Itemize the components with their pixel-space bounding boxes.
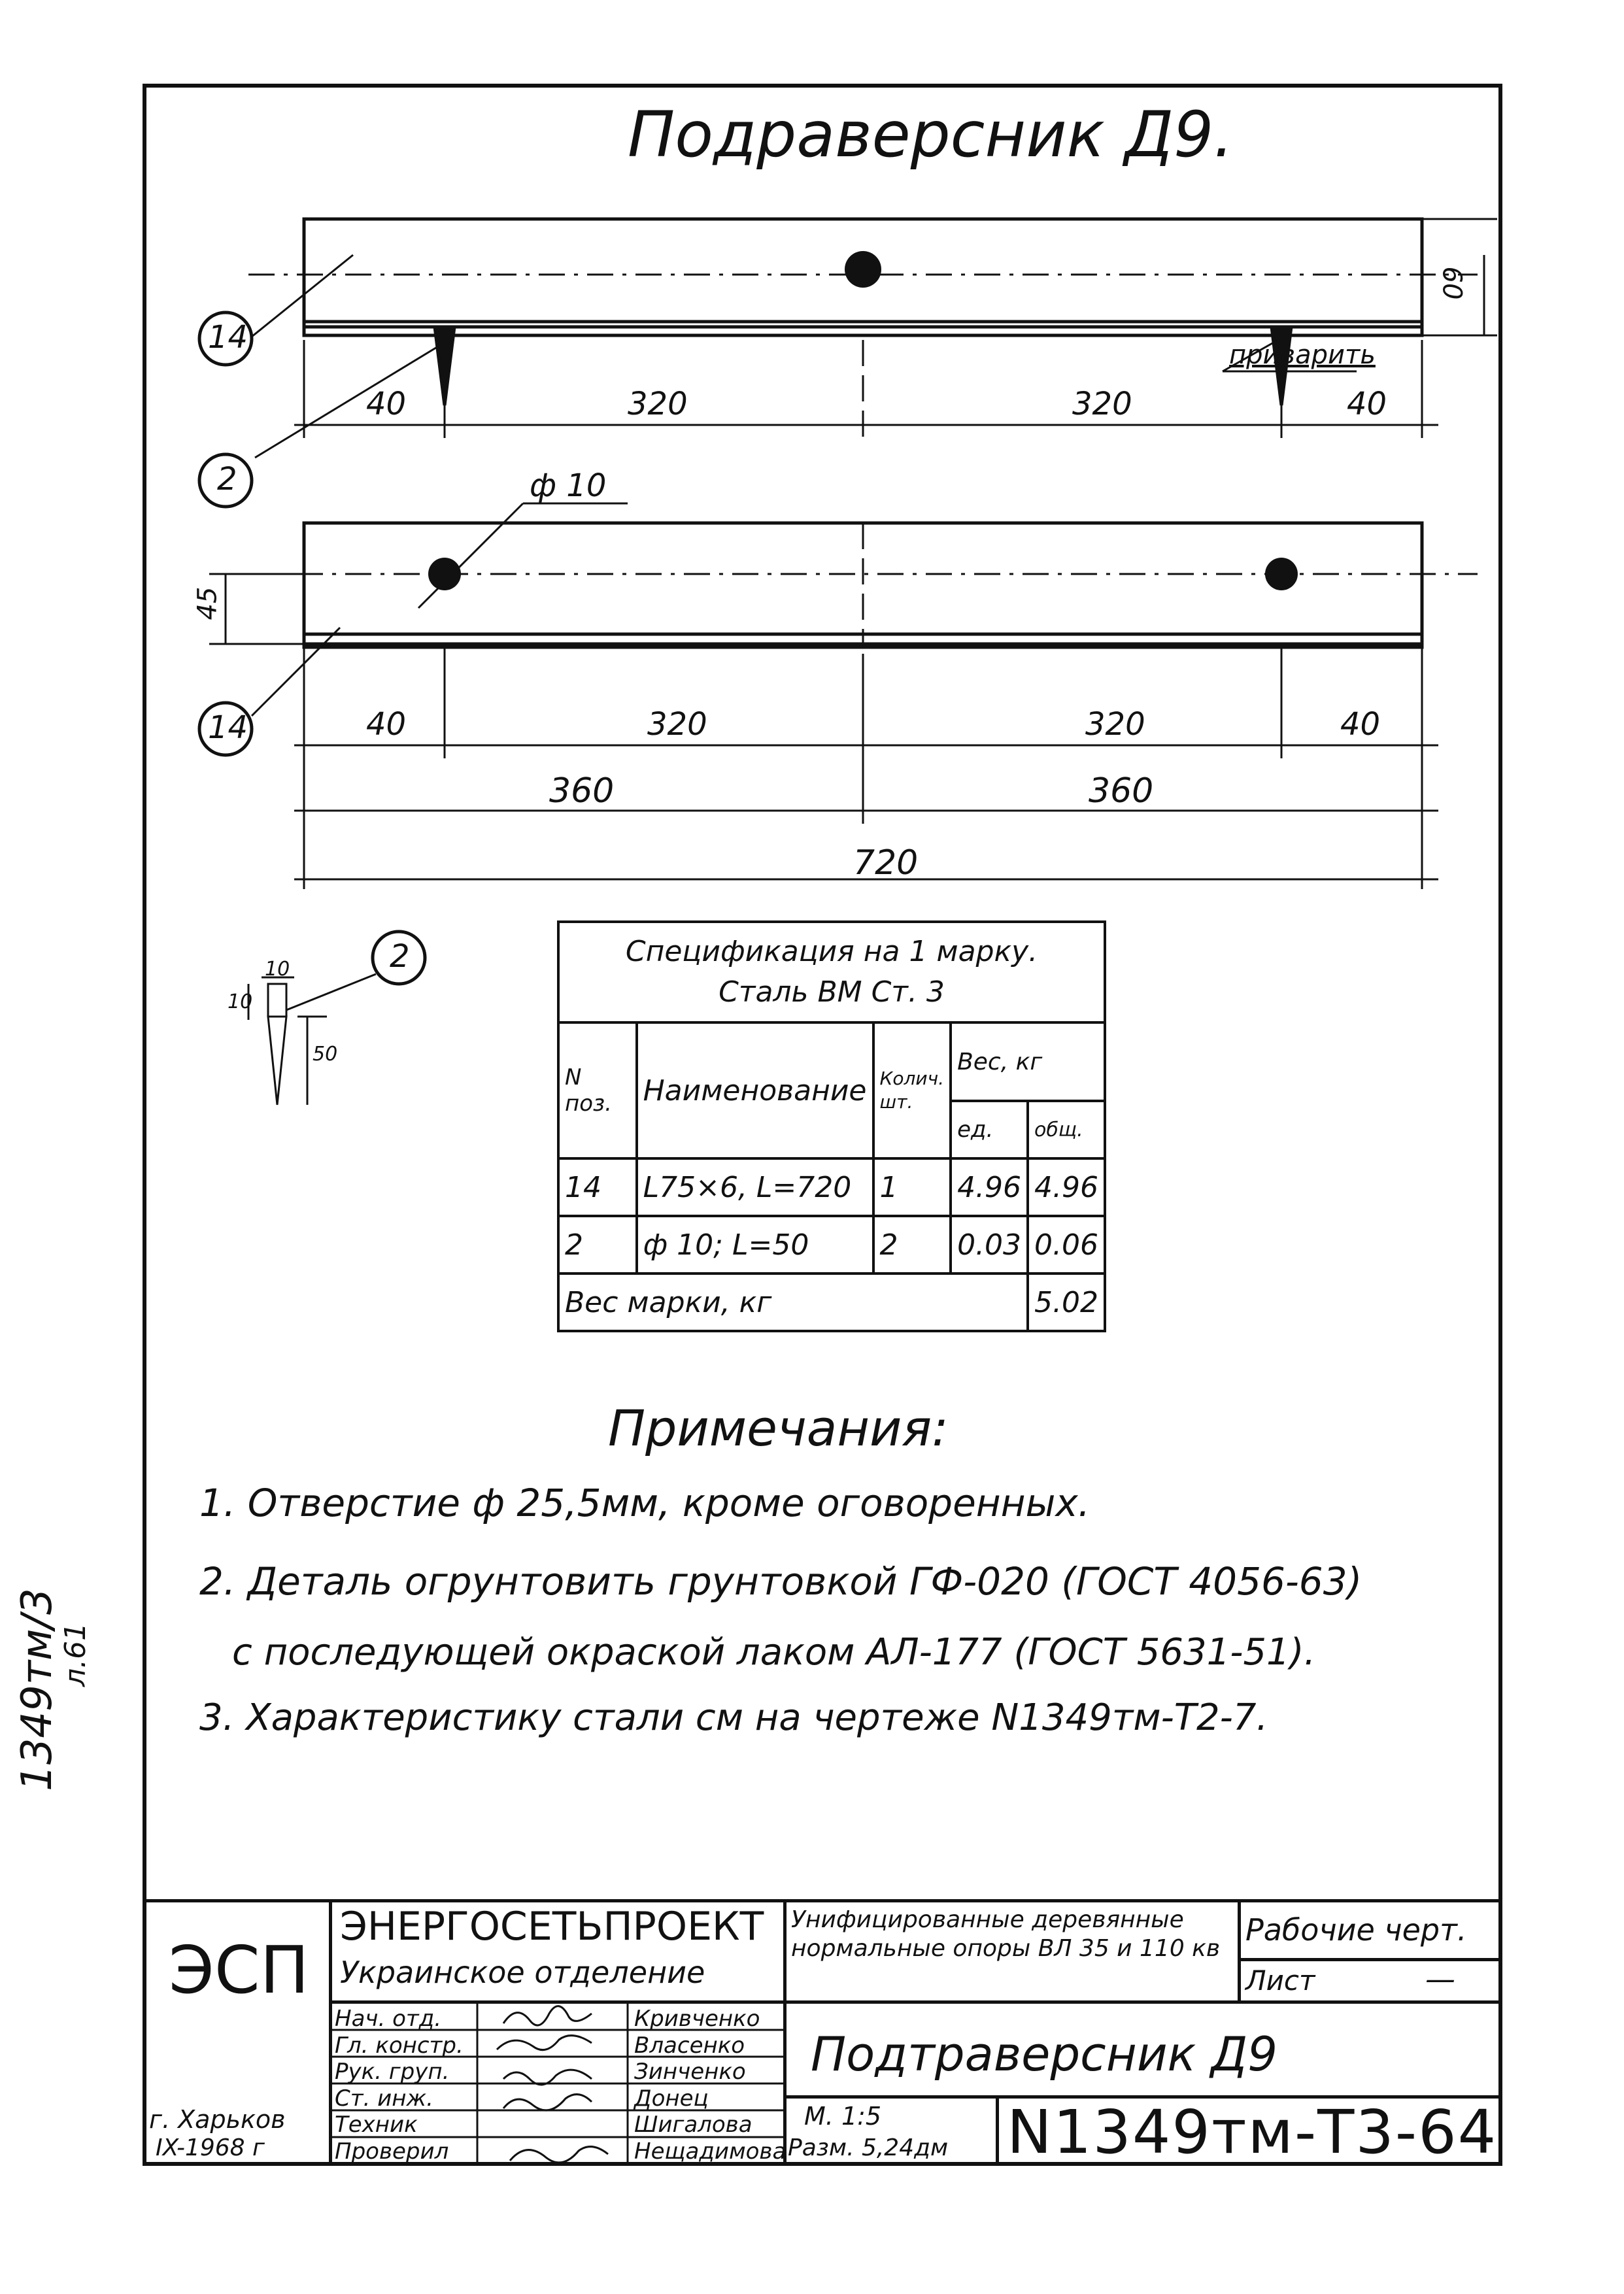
row2-total: 0.06 <box>1028 1216 1105 1274</box>
detail-dim-3: 50 <box>313 1043 338 1066</box>
dim-half-2: 360 <box>1089 771 1154 811</box>
role-3: Рук. груп. <box>335 2059 450 2085</box>
sheet-value: — <box>1425 1961 1455 1997</box>
dim-bottom-1: 40 <box>366 706 407 743</box>
row1-total: 4.96 <box>1028 1158 1105 1216</box>
notes-heading: Примечания: <box>608 1399 949 1457</box>
name-3: Зинченко <box>634 2059 746 2085</box>
drawing-title-block: Подтраверсник Д9 <box>811 2027 1278 2082</box>
dim-bottom-3: 320 <box>1085 706 1145 743</box>
role-2: Гл. констр. <box>335 2032 464 2059</box>
spec-title-line2: Сталь ВМ Ст. 3 <box>719 975 945 1009</box>
row2-qty: 2 <box>873 1216 951 1274</box>
col-qty-a: Колич. <box>879 1068 945 1089</box>
dim-top-3: 320 <box>1072 386 1132 422</box>
detail-dim-2: 10 <box>228 990 253 1013</box>
note-3: 3. Характеристику стали см на чертеже N1349тм-Т2-7. <box>199 1696 1268 1739</box>
side-code: 1349тм/3 <box>13 1588 61 1791</box>
dim-half-1: 360 <box>549 771 615 811</box>
name-2: Власенко <box>634 2032 745 2059</box>
dim-total: 720 <box>853 843 919 883</box>
pos14-label-bottom: 14 <box>208 709 248 746</box>
name-4: Донец <box>634 2085 709 2112</box>
note-2-cont: с последующей окраской лаком АЛ-177 (ГОСТ 5631-51). <box>232 1631 1316 1674</box>
dim-top-4: 40 <box>1347 386 1387 422</box>
row1-qty: 1 <box>873 1158 951 1216</box>
signature-3 <box>503 2070 592 2085</box>
col-qty-b: шт. <box>879 1091 913 1113</box>
col-weight-total: общ. <box>1028 1101 1105 1158</box>
name-5: Шигалова <box>634 2112 753 2138</box>
row2-pos: 2 <box>558 1216 637 1274</box>
role-4: Ст. инж. <box>335 2085 433 2112</box>
detail-dim-1: 10 <box>265 958 290 981</box>
dim-bottom-4: 40 <box>1340 706 1381 743</box>
drawing-title: Подраверсник Д9. <box>628 98 1234 171</box>
name-1: Кривченко <box>634 2006 760 2032</box>
spec-total-label: Вес марки, кг <box>558 1274 1028 1331</box>
row1-unit: 4.96 <box>951 1158 1028 1216</box>
city: г. Харьков <box>149 2105 286 2134</box>
stage-label: Рабочие черт. <box>1245 1912 1467 1948</box>
row2-unit: 0.03 <box>951 1216 1028 1274</box>
col-weight-unit: ед. <box>951 1101 1028 1158</box>
size: Разм. 5,24дм <box>788 2134 949 2161</box>
pos2-label-top: 2 <box>217 461 237 498</box>
col-weight: Вес, кг <box>951 1022 1105 1101</box>
date: IX-1968 г <box>156 2134 265 2161</box>
signature-1 <box>503 2006 592 2025</box>
hole-dim: ф 10 <box>530 467 607 504</box>
org-name: ЭНЕРГОСЕТЬПРОЕКТ <box>340 1904 764 1949</box>
scale: М. 1:5 <box>804 2102 882 2131</box>
sheet-label: Лист <box>1245 1965 1315 1997</box>
col-pos-a: N <box>565 1064 582 1090</box>
signature-2 <box>497 2036 592 2050</box>
role-6: Проверил <box>335 2138 449 2165</box>
dim-height-60: 60 <box>1436 266 1467 300</box>
dim-top-2: 320 <box>628 386 688 422</box>
drawing-number: N1349тм-Т3-64 <box>1007 2097 1498 2167</box>
role-1: Нач. отд. <box>335 2006 442 2032</box>
dim-top-1: 40 <box>366 386 407 422</box>
org-sub: Украинское отделение <box>340 1955 705 1990</box>
name-6: Нещадимова <box>634 2138 787 2165</box>
signature-4 <box>503 2095 592 2110</box>
spec-total-value: 5.02 <box>1028 1274 1105 1331</box>
project-name: Унифицированные деревянные нормальные опоры ВЛ 35 и 110 кв <box>791 1906 1221 1962</box>
pos2-label-detail: 2 <box>390 938 410 975</box>
note-2: 2. Деталь огрунтовить грунтовкой ГФ-020 (ГОСТ 4056-63) <box>199 1559 1362 1604</box>
row2-name: ф 10; L=50 <box>637 1216 873 1274</box>
role-5: Техник <box>335 2112 418 2138</box>
dim-bottom-2: 320 <box>647 706 707 743</box>
col-pos-b: поз. <box>565 1090 612 1117</box>
spec-title-line1: Спецификация на 1 марку. <box>625 935 1038 968</box>
weld-note: приварить <box>1229 340 1376 370</box>
row1-name: L75×6, L=720 <box>637 1158 873 1216</box>
signature-6 <box>510 2147 608 2163</box>
dim-height-45: 45 <box>192 586 223 620</box>
note-1: 1. Отверстие ф 25,5мм, кроме оговоренных. <box>199 1481 1091 1525</box>
esp-mark: ЭСП <box>169 1932 309 2008</box>
col-name: Наименование <box>637 1022 873 1158</box>
pos14-label-top: 14 <box>208 319 248 356</box>
row1-pos: 14 <box>558 1158 637 1216</box>
side-sheet: л.61 <box>59 1622 92 1687</box>
